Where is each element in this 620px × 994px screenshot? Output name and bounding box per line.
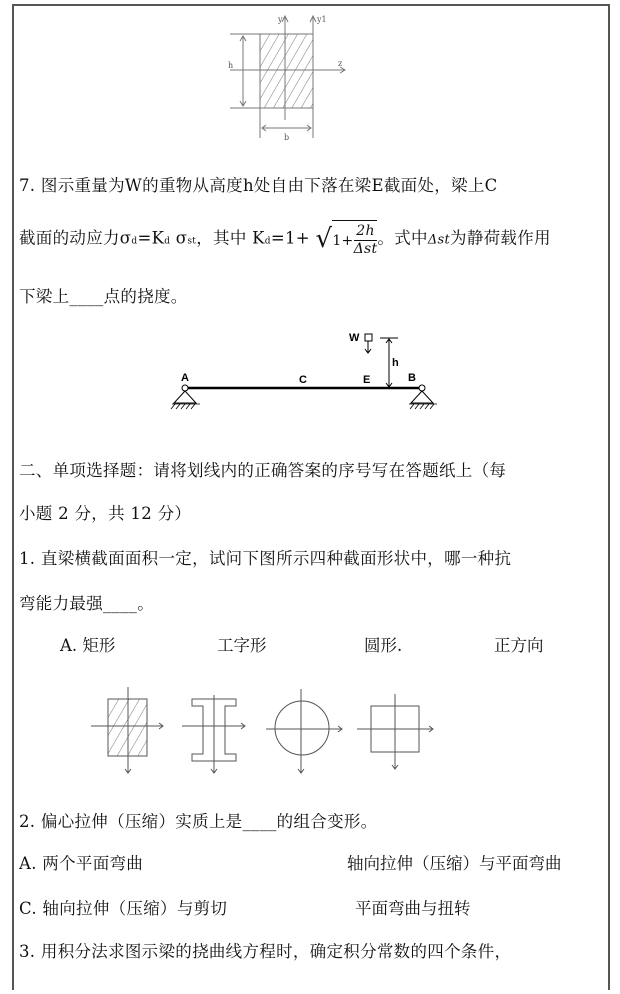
point-c-label: C: [299, 374, 307, 386]
q7-text: 为静荷载作用: [450, 228, 551, 248]
fraction-numerator: 2h: [354, 223, 378, 241]
point-a-label: A: [181, 372, 189, 384]
q7-text: 截面的动应力σ: [19, 228, 132, 248]
option-b: 工字形: [217, 636, 267, 655]
fraction: [354, 223, 378, 258]
option-a: A. 矩形: [60, 636, 116, 655]
q2-option-c: C. 轴向拉伸（压缩）与剪切: [19, 899, 228, 918]
q2-option-d: 平面弯曲与扭转: [355, 899, 471, 918]
q2-line1: [19, 808, 378, 832]
formula-one: 1+: [332, 233, 354, 249]
y-label: y: [278, 15, 283, 24]
sqrt-content: [332, 220, 377, 258]
rect-section-figure: [220, 8, 360, 143]
q7-sub: st: [187, 236, 197, 247]
q7-text: =1+: [270, 228, 310, 248]
document-frame: [12, 4, 610, 990]
q7-text: 。式中: [377, 228, 428, 248]
q7-line3: 下梁上____点的挠度。: [19, 287, 188, 306]
q7-text: =K: [137, 228, 165, 248]
fraction-denominator: Δst: [353, 241, 378, 257]
h-label: h: [392, 357, 399, 369]
q2-option-a: A. 两个平面弯曲: [19, 854, 144, 873]
q3-line1: 3. 用积分法求图示梁的挠曲线方程时，确定积分常数的四个条件，: [19, 942, 512, 961]
q7-sub: d: [264, 236, 271, 247]
z-label: z: [338, 59, 343, 68]
section2-line2: 小题 2 分，共 12 分）: [19, 504, 192, 523]
option-d: 正方向: [494, 636, 544, 655]
w-label: W: [349, 332, 360, 344]
q2-option-b: 轴向拉伸（压缩）与平面弯曲: [347, 854, 562, 873]
point-e-label: E: [363, 374, 371, 386]
q7-sub: d: [164, 236, 171, 247]
q1-line2: 弯能力最强____。: [19, 594, 154, 613]
b-label: b: [284, 133, 290, 142]
delta-st: Δst: [427, 232, 451, 248]
q7-text: ，其中 K: [196, 228, 265, 248]
q2-text: 2. 偏心拉伸（压缩）实质上是____的组合变形。: [19, 812, 378, 831]
option-c: 圆形.: [364, 636, 403, 655]
section2-line1: 二、单项选择题：请将划线内的正确答案的序号写在答题纸上（每: [19, 461, 507, 480]
q7-text: σ: [170, 228, 188, 248]
q7-line2: [19, 220, 551, 258]
y1-label: y1: [317, 15, 327, 24]
q1-line1: 1. 直梁横截面面积一定，试问下图所示四种截面形状中，哪一种抗: [19, 549, 512, 568]
beam-figure: [170, 328, 440, 413]
h-label: h: [228, 61, 234, 70]
section-shapes-figure: [85, 685, 525, 780]
point-b-label: B: [408, 372, 416, 384]
q7-sub: d: [131, 236, 138, 247]
sqrt-sign: √: [315, 224, 333, 254]
q7-line1: 7. 图示重量为W的重物从高度h处自由下落在梁E截面处，梁上C: [19, 176, 498, 195]
